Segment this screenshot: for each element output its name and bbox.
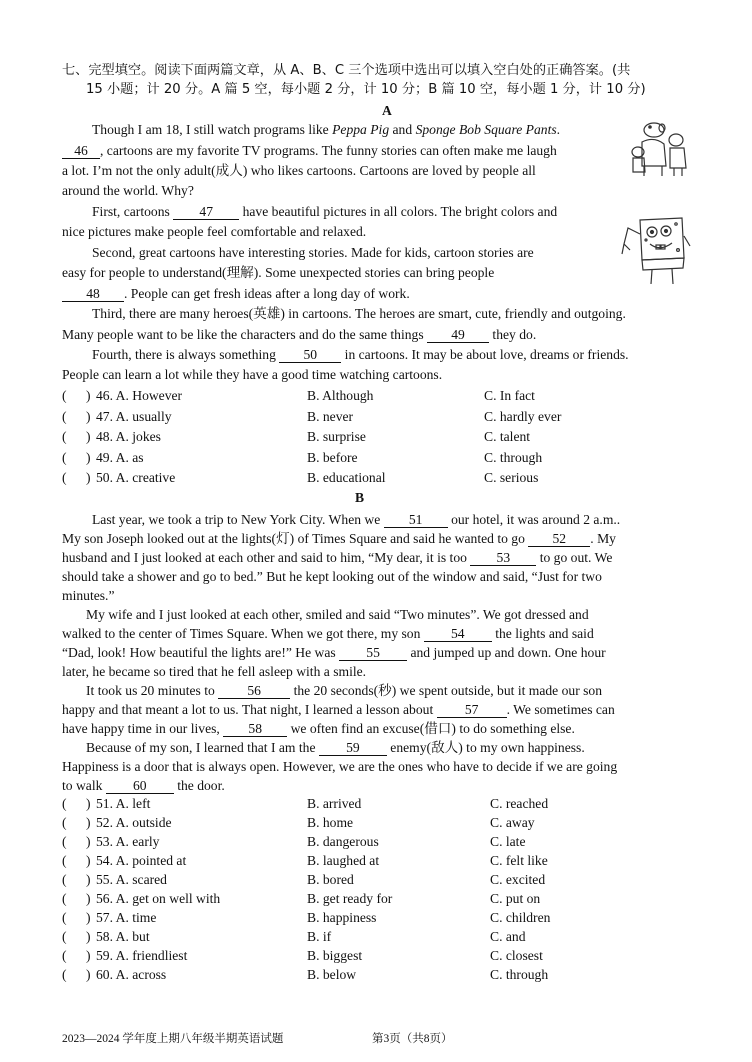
blank-48[interactable]: 48 (62, 286, 124, 302)
passage-b-line: My wife and I just looked at each other, smiled and said “Two minutes”. We got dressed and (86, 607, 589, 622)
passage-b-line: Happiness is a door that is always open. However, we are the ones who have to decide if we are going (62, 759, 618, 774)
footer-exam-title: 2023—2024 学年度上期八年级半期英语试题 (62, 1033, 284, 1045)
option-b[interactable]: B. arrived (307, 796, 362, 811)
option-c[interactable]: C. closest (490, 948, 543, 963)
option-c[interactable]: C. late (490, 834, 526, 849)
passage-a-line: Third, there are many heroes(英雄) in cartoons. The heroes are smart, cute, friendly and outgoing. (92, 306, 626, 321)
option-a[interactable]: 60. A. across (96, 967, 167, 982)
option-c[interactable]: C. In fact (484, 388, 535, 403)
option-c[interactable]: C. put on (490, 891, 541, 906)
option-a[interactable]: 54. A. pointed at (96, 853, 187, 868)
answer-bracket-open[interactable]: ( (62, 929, 67, 944)
passage-b-line: later, he became so tired that he fell asleep with a smile. (62, 664, 367, 679)
answer-bracket-close[interactable]: ) (86, 449, 91, 465)
answer-bracket-close[interactable]: ) (86, 408, 91, 424)
answer-bracket-close[interactable]: ) (86, 967, 91, 982)
passage-b-line: walked to the center of Times Square. When we got there, my son 54 the lights and said (62, 626, 594, 641)
answer-bracket-open[interactable]: ( (62, 872, 67, 887)
option-b[interactable]: B. get ready for (307, 891, 393, 906)
answer-bracket-close[interactable]: ) (86, 429, 91, 444)
option-a[interactable]: 55. A. scared (96, 872, 167, 887)
option-c[interactable]: C. felt like (490, 853, 548, 868)
answer-bracket-open[interactable]: ( (62, 891, 67, 906)
option-a[interactable]: 49. A. as (96, 449, 144, 465)
option-b[interactable]: B. happiness (307, 910, 377, 925)
option-a[interactable]: 47. A. usually (96, 408, 172, 424)
blank-46[interactable]: 46 (62, 143, 100, 159)
answer-bracket-close[interactable]: ) (86, 796, 91, 811)
option-b[interactable]: B. never (307, 408, 354, 424)
blank-50[interactable]: 50 (279, 347, 341, 363)
answer-bracket-close[interactable]: ) (86, 872, 91, 887)
passage-b-line: have happy time in our lives, 58 we often find an excuse(借口) to do something else. (62, 721, 575, 736)
option-c[interactable]: C. through (490, 967, 549, 982)
answer-bracket-close[interactable]: ) (86, 388, 91, 403)
answer-bracket-open[interactable]: ( (62, 408, 67, 424)
blank-52[interactable]: 52 (528, 531, 590, 547)
passage-b-line: Because of my son, I learned that I am the 59 enemy(敌人) to my own happiness. (86, 740, 585, 755)
passage-a-title: A (382, 103, 392, 118)
option-c[interactable]: C. away (490, 815, 535, 830)
option-b[interactable]: B. below (307, 967, 357, 982)
passage-b-line: minutes.” (62, 588, 115, 603)
blank-59[interactable]: 59 (319, 740, 387, 756)
option-b[interactable]: B. educational (307, 470, 386, 485)
option-c[interactable]: C. excited (490, 872, 546, 887)
answer-bracket-open[interactable]: ( (62, 796, 67, 811)
option-a[interactable]: 51. A. left (96, 796, 151, 811)
option-a[interactable]: 57. A. time (96, 910, 157, 925)
answer-bracket-open[interactable]: ( (62, 815, 67, 830)
passage-b-line: Last year, we took a trip to New York City. When we 51 our hotel, it was around 2 a.m.. (92, 512, 621, 527)
answer-bracket-open[interactable]: ( (62, 470, 67, 485)
footer-page-number: 第3页（共8页） (372, 1033, 453, 1045)
passage-b-line: It took us 20 minutes to 56 the 20 seconds(秒) we spent outside, but it made our son (86, 683, 603, 698)
passage-a-line: People can learn a lot while they have a good time watching cartoons. (62, 367, 443, 382)
answer-bracket-close[interactable]: ) (86, 834, 91, 849)
passage-a-line: a lot. I’m not the only adult(成人) who likes cartoons. Cartoons are loved by people all (62, 163, 536, 178)
option-b[interactable]: B. if (307, 929, 332, 944)
blank-49[interactable]: 49 (427, 327, 489, 343)
option-c[interactable]: C. reached (490, 796, 549, 811)
answer-bracket-open[interactable]: ( (62, 449, 67, 465)
option-b[interactable]: B. surprise (307, 429, 366, 444)
option-b[interactable]: B. before (307, 449, 358, 465)
option-b[interactable]: B. home (307, 815, 354, 830)
passage-a-line: First, cartoons 47 have beautiful pictures in all colors. The bright colors and (92, 204, 558, 219)
blank-60[interactable]: 60 (106, 778, 174, 794)
answer-bracket-close[interactable]: ) (86, 948, 91, 963)
option-c[interactable]: C. children (490, 910, 551, 925)
section-scoring: 15 小题；计 20 分。A 篇 5 空，每小题 2 分，计 10 分；B 篇 10 空，每小题 1 分，计 10 分) (86, 82, 646, 97)
blank-56[interactable]: 56 (218, 683, 290, 699)
passage-a-line: 46 , cartoons are my favorite TV programs. The funny stories can often make me laugh (62, 142, 557, 160)
passage-a-line: Second, great cartoons have interesting stories. Made for kids, cartoon stories are (92, 245, 534, 260)
answer-bracket-open[interactable]: ( (62, 388, 67, 403)
passage-b-line: happy and that meant a lot to us. That night, I learned a lesson about 57 . We sometimes can (62, 702, 615, 717)
peppa-pig-family-icon (628, 116, 690, 178)
blank-54[interactable]: 54 (424, 626, 492, 642)
option-a[interactable]: 56. A. get on well with (96, 891, 221, 906)
passage-b-title: B (355, 490, 365, 505)
option-b[interactable]: B. laughed at (307, 853, 380, 868)
option-a[interactable]: 46. A. However (96, 388, 183, 403)
answer-bracket-open[interactable]: ( (62, 948, 67, 963)
option-a[interactable]: 50. A. creative (96, 470, 176, 485)
option-b[interactable]: B. dangerous (307, 834, 379, 849)
option-c[interactable]: C. serious (484, 470, 539, 485)
passage-b-line: “Dad, look! How beautiful the lights are!” He was 55 and jumped up and down. One hour (62, 645, 606, 660)
passage-b-line: My son Joseph looked out at the lights(灯) of Times Square and said he wanted to go 52 . My (62, 531, 616, 546)
option-c[interactable]: C. through (484, 449, 543, 465)
answer-bracket-close[interactable]: ) (86, 470, 91, 485)
option-a[interactable]: 59. A. friendliest (96, 948, 188, 963)
answer-bracket-open[interactable]: ( (62, 910, 67, 925)
passage-a-line: Though I am 18, I still watch programs like Peppa Pig and Sponge Bob Square Pants. (92, 122, 561, 137)
section-heading: 七、完型填空。阅读下面两篇文章，从 A、B、C 三个选项中选出可以填入空白处的正确答案。(共 (62, 63, 631, 78)
blank-55[interactable]: 55 (339, 645, 407, 661)
option-c[interactable]: C. hardly ever (484, 408, 562, 424)
answer-bracket-close[interactable]: ) (86, 815, 91, 830)
option-b[interactable]: B. bored (307, 872, 354, 887)
blank-47[interactable]: 47 (173, 204, 239, 220)
passage-b-line: should take a shower and go to bed.” But he kept looking out of the window and said, “Just for two (62, 569, 602, 584)
passage-b-line: to walk 60 the door. (62, 778, 225, 793)
blank-53[interactable]: 53 (470, 550, 536, 566)
passage-a-line: Many people want to be like the characters and do the same things 49 they do. (62, 327, 537, 342)
option-a[interactable]: 58. A. but (96, 929, 150, 944)
passage-a-line: nice pictures make people feel comfortable and relaxed. (62, 224, 367, 239)
passage-a-line: Fourth, there is always something 50 in cartoons. It may be about love, dreams or friends. (92, 347, 629, 362)
answer-bracket-open[interactable]: ( (62, 429, 67, 444)
passage-a-line: 48 . People can get fresh ideas after a long day of work. (62, 285, 410, 303)
answer-bracket-close[interactable]: ) (86, 853, 91, 868)
passage-a-line: easy for people to understand(理解). Some unexpected stories can bring people (62, 265, 495, 280)
passage-a-line: around the world. Why? (62, 183, 194, 198)
answer-bracket-close[interactable]: ) (86, 929, 91, 944)
option-b[interactable]: B. biggest (307, 948, 363, 963)
blank-58[interactable]: 58 (223, 721, 287, 737)
option-a[interactable]: 48. A. jokes (96, 429, 161, 444)
option-a[interactable]: 52. A. outside (96, 815, 172, 830)
answer-bracket-open[interactable]: ( (62, 967, 67, 982)
answer-bracket-open[interactable]: ( (62, 834, 67, 849)
option-c[interactable]: C. talent (484, 429, 531, 444)
option-a[interactable]: 53. A. early (96, 834, 160, 849)
option-b[interactable]: B. Although (307, 388, 374, 403)
blank-57[interactable]: 57 (437, 702, 507, 718)
passage-b-line: husband and I just looked at each other and said to him, “My dear, it is too 53 to go out. We (62, 550, 613, 565)
answer-bracket-close[interactable]: ) (86, 910, 91, 925)
answer-bracket-open[interactable]: ( (62, 853, 67, 868)
blank-51[interactable]: 51 (384, 512, 448, 528)
option-c[interactable]: C. and (490, 929, 526, 944)
spongebob-icon (620, 214, 692, 290)
answer-bracket-close[interactable]: ) (86, 891, 91, 906)
